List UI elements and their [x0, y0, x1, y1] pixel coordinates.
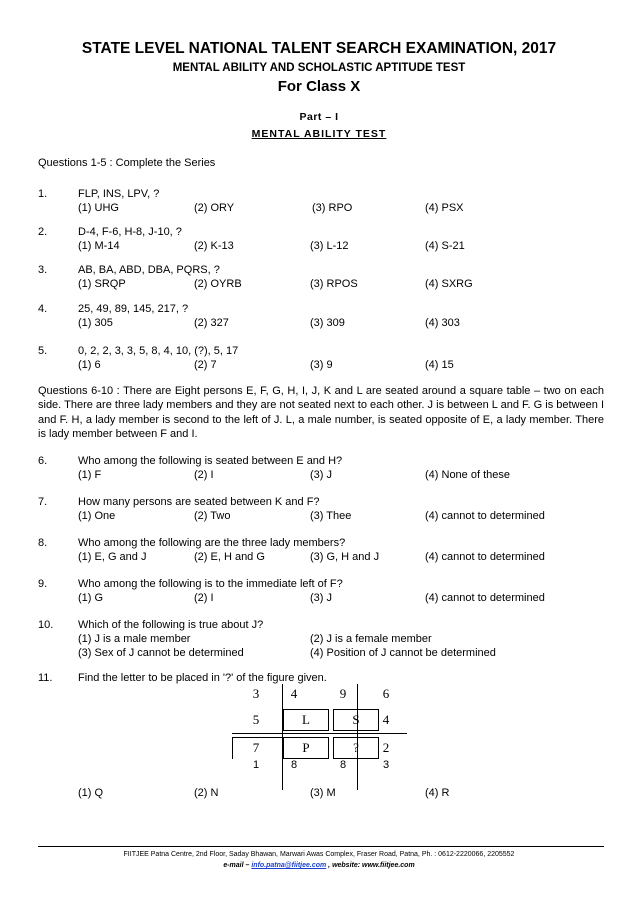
figure-cell: 9 [339, 686, 347, 701]
option-2: (2) 7 [194, 359, 217, 371]
figure-cell: P [302, 740, 310, 755]
option-4: (4) None of these [425, 469, 510, 481]
question-text: Find the letter to be placed in '?' of the figure given. [78, 672, 327, 684]
option-4: (4) PSX [425, 202, 464, 214]
question-number: 2. [38, 226, 48, 238]
website-prefix: , website: [326, 862, 363, 869]
option-4: (4) S-21 [425, 240, 465, 252]
option-1: (1) F [78, 469, 102, 481]
question-number: 4. [38, 303, 48, 315]
option-4: (4) cannot to determined [425, 592, 545, 604]
option-1: (1) 305 [78, 317, 113, 329]
question-text: Who among the following is seated between E and H? [78, 455, 343, 467]
option-3: (3) RPOS [310, 278, 358, 290]
question-text: FLP, INS, LPV, ? [78, 188, 160, 200]
option-2: (2) 327 [194, 317, 229, 329]
option-2: (2) K-13 [194, 240, 234, 252]
question-text: 0, 2, 2, 3, 3, 5, 8, 4, 10, (?), 5, 17 [78, 345, 239, 357]
option-1: (1) J is a male member [78, 633, 191, 645]
option-3: (3) RPO [312, 202, 353, 214]
figure-cell: 8 [339, 759, 347, 771]
question-number: 10. [38, 619, 54, 631]
question-text: How many persons are seated between K and F? [78, 496, 320, 508]
question-number: 8. [38, 537, 48, 549]
part-heading: Part – I [299, 111, 339, 123]
option-4: (4) Position of J cannot be determined [310, 647, 496, 659]
footer-divider [38, 846, 604, 847]
question-text: AB, BA, ABD, DBA, PQRS, ? [78, 264, 220, 276]
option-3: (3) Thee [310, 510, 352, 522]
figure-cell: L [302, 712, 310, 727]
question-number: 9. [38, 578, 48, 590]
option-3: (3) L-12 [310, 240, 349, 252]
option-2: (2) OYRB [194, 278, 242, 290]
exam-title: STATE LEVEL NATIONAL TALENT SEARCH EXAMINATION, 2017 [81, 40, 557, 57]
question-number: 11. [38, 672, 53, 684]
question-number: 3. [38, 264, 48, 276]
option-2: (2) J is a female member [310, 633, 432, 645]
figure-cell: 5 [252, 712, 260, 727]
footer-address: FIITJEE Patna Centre, 2nd Floor, Saday Bhawan, Marwari Awas Complex, Fraser Road, Patna, Ph. : 0612-2220066, 2205552 [123, 851, 515, 858]
series-instructions: Questions 1-5 : Complete the Series [38, 157, 216, 169]
option-2: (2) I [194, 469, 214, 481]
option-4: (4) 15 [425, 359, 454, 371]
option-4: (4) 303 [425, 317, 460, 329]
option-4: (4) cannot to determined [425, 510, 545, 522]
website-text: www.fiitjee.com [362, 862, 415, 869]
option-1: (1) E, G and J [78, 551, 147, 563]
figure-cell: 7 [252, 740, 260, 755]
question-number: 5. [38, 345, 48, 357]
email-prefix: e-mail – [223, 862, 252, 869]
figure-middle-line [232, 733, 407, 734]
figure-cell: ? [353, 740, 359, 755]
option-1: (1) 6 [78, 359, 101, 371]
option-1: (1) One [78, 510, 116, 522]
exam-subtitle: MENTAL ABILITY AND SCHOLASTIC APTITUDE TEST [172, 62, 466, 74]
question-number: 1. [38, 188, 48, 200]
question-text: Who among the following is to the immediate left of F? [78, 578, 343, 590]
option-1: (1) G [78, 592, 104, 604]
question-text: Which of the following is true about J? [78, 619, 264, 631]
footer-contact [0, 862, 638, 869]
option-2: (2) N [194, 787, 219, 799]
option-3: (3) 309 [310, 317, 345, 329]
class-heading: For Class X [277, 78, 361, 95]
option-2: (2) I [194, 592, 214, 604]
option-2: (2) E, H and G [194, 551, 265, 563]
option-4: (4) SXRG [425, 278, 473, 290]
figure-cell: 8 [290, 759, 298, 771]
figure-cell: 3 [252, 686, 260, 701]
figure-cell: 6 [382, 686, 390, 701]
figure-cell: 1 [252, 759, 260, 771]
figure-cell: 3 [382, 759, 390, 771]
section-heading: MENTAL ABILITY TEST [251, 128, 387, 140]
question-text: Who among the following are the three lady members? [78, 537, 346, 549]
figure-cell: 4 [382, 712, 390, 727]
question-text: D-4, F-6, H-8, J-10, ? [78, 226, 182, 238]
question-number: 6. [38, 455, 48, 467]
figure-cell: 4 [290, 686, 298, 701]
option-1: (1) M-14 [78, 240, 120, 252]
option-3: (3) J [310, 469, 332, 481]
option-1: (1) UHG [78, 202, 119, 214]
email-link[interactable]: info.patna@fiitjee.com [251, 862, 327, 869]
figure-cell: 2 [382, 740, 390, 755]
question-text: 25, 49, 89, 145, 217, ? [78, 303, 189, 315]
seating-instructions: Questions 6-10 : There are Eight persons E, F, G, H, I, J, K and L are seated around a square table – two on each side. There are three lady members and they are not seated next to each other. J is between L and F. G is between I and F. H, a lady member is second to the left of J. L, a male number, is seated opposite of E, a lady member. There is lady member between F and I. [38, 385, 604, 440]
option-4: (4) cannot to determined [425, 551, 545, 563]
option-3: (3) Sex of J cannot be determined [78, 647, 244, 659]
option-4: (4) R [425, 787, 450, 799]
question-number: 7. [38, 496, 48, 508]
option-2: (2) ORY [194, 202, 235, 214]
option-1: (1) SRQP [78, 278, 126, 290]
option-3: (3) 9 [310, 359, 333, 371]
option-1: (1) Q [78, 787, 104, 799]
option-3: (3) J [310, 592, 332, 604]
figure-cell: S [352, 712, 360, 727]
option-3: (3) G, H and J [310, 551, 380, 563]
option-3: (3) M [310, 787, 336, 799]
option-2: (2) Two [194, 510, 231, 522]
